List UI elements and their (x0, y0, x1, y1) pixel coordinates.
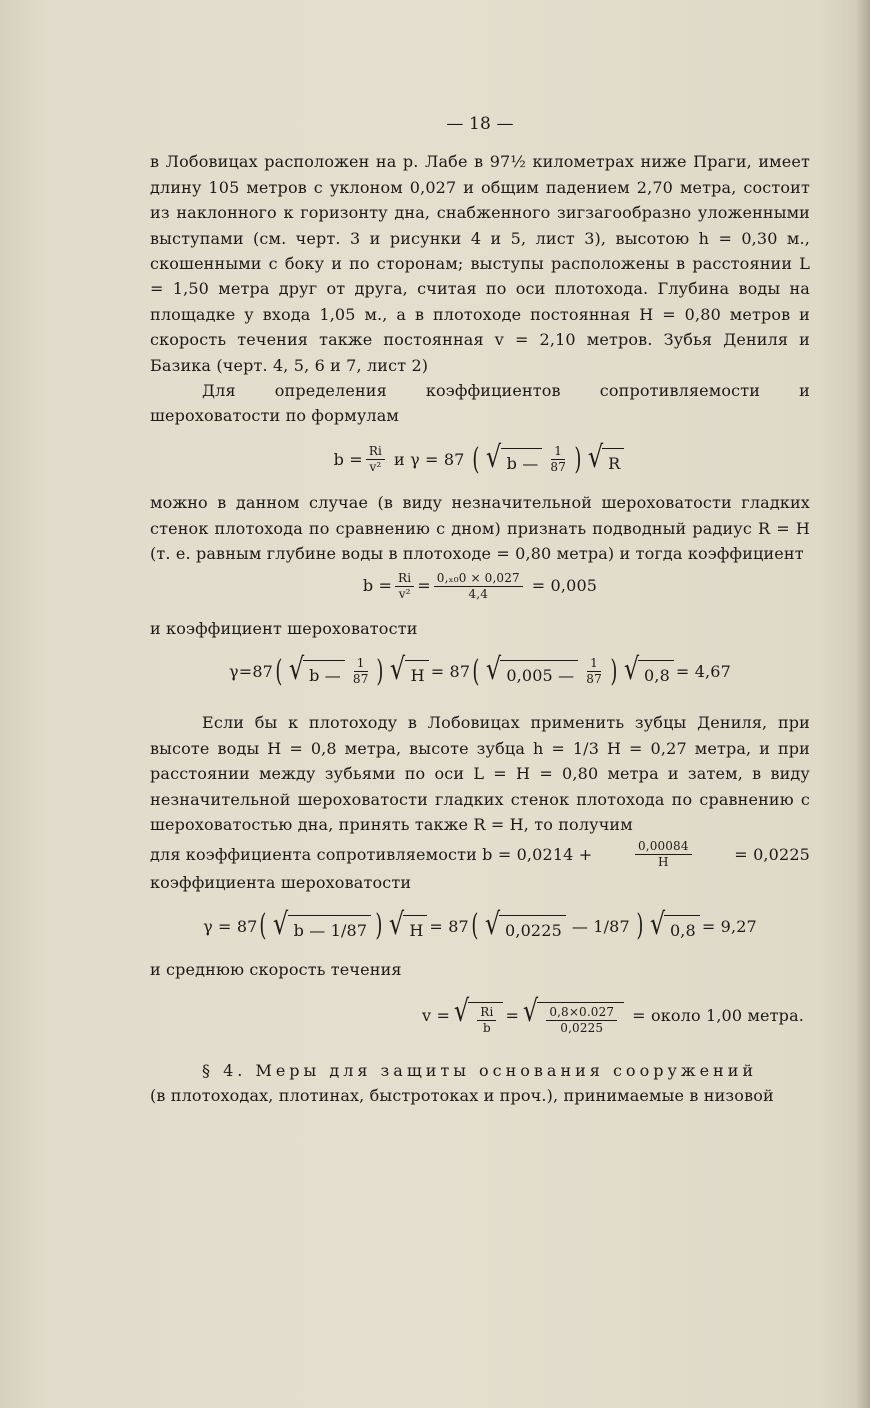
formula-gamma-value: γ=87 ( √ b — $\frac{1}{87}$ ) √ H = 87 ( √ 0,005 — $\frac{1}{87}$ ) √ 0,8 = 4,67 (229, 651, 731, 689)
paragraph-2: Для определения коэффициентов сопротивляемости и шероховатости по формулам (150, 381, 810, 426)
f4-result: = 0,0225 (734, 845, 810, 865)
f1-frac-ri-v2 (366, 444, 385, 475)
radical-icon: √ (273, 906, 289, 942)
radical-icon: √ (453, 993, 470, 1029)
section-4-title-continued: (в плотоходах, плотинах, быстротоках и проч.), принимаемые в низовой (150, 1085, 774, 1105)
f1-den: v² (369, 460, 382, 475)
page-content (150, 112, 810, 1108)
f1-sqrt-r: √ R (586, 443, 624, 476)
paragraph-7: и среднюю скорость течения (150, 960, 402, 980)
formula-velocity: v = √ $\frac{Ri}{b}$ = √ $\frac{0,8\times 0.027}{0,0225}$ = около 1,00 метра. (422, 993, 804, 1035)
radical-icon: √ (587, 439, 604, 475)
radical-icon: √ (388, 906, 405, 942)
f1-paren-close: ) (574, 441, 582, 477)
f3-result: = 4,67 (675, 661, 731, 681)
f2-result: = 0,005 (531, 576, 598, 596)
radical-icon: √ (390, 651, 406, 687)
f6-result: = около 1,00 метра. (632, 1006, 804, 1026)
radical-icon: √ (485, 651, 502, 687)
f5-result: = 9,27 (701, 916, 757, 936)
f3-eq87: = 87 (430, 661, 471, 681)
radical-icon: √ (288, 651, 305, 687)
f1-num: Ri (366, 444, 385, 460)
formula-b-gamma (150, 439, 810, 477)
f1-sqrt-b: √ b — (484, 443, 542, 476)
formula-gamma-denil: γ = 87 ( √ b — 1/87 ) √ H = 87 ( √ 0,0225 — 1/87 ) √ 0,8 = 9,27 (203, 906, 757, 944)
f1-and-gamma: и γ = 87 (394, 449, 465, 469)
radical-icon: √ (649, 906, 666, 942)
f4-frac: $\frac{0,00084}{H}$ (635, 839, 692, 870)
paragraph-4: и коэффициент шероховатости (150, 618, 418, 638)
page-number: — 18 — (446, 114, 514, 134)
f2-frac-numeric: $\frac{\text{0,ₓ₀0 × 0,027}}{4,4}$ (434, 571, 523, 602)
f3-gamma: γ=87 (229, 661, 273, 681)
formula-b-value (150, 571, 810, 602)
f2-b-eq: b = (362, 576, 393, 596)
formula-b-denil (150, 839, 810, 870)
f5-eq87: = 87 (429, 916, 469, 936)
radical-icon: √ (623, 651, 640, 687)
f2-frac-ri-v2: $\frac{Ri}{\text{v²}}$ (395, 571, 414, 602)
f4-lead: для коэффициента сопротивляемости b = 0,0214 + (150, 845, 593, 865)
f1-b-eq: b = (333, 449, 363, 469)
f5-gamma: γ = 87 (203, 916, 258, 936)
f6-v-eq: v = (422, 1006, 450, 1026)
paragraph-6: коэффициента шероховатости (150, 873, 412, 893)
paragraph-3: можно в данном случае (в виду незначительной шероховатости гладких стенок плотохода по сравнению с дном) признать подводный радиус R = H (т. е. равным глубине воды в плотоходе = 0,80 метра) и тогда коэффициент (150, 493, 810, 564)
page-edge-shadow (856, 0, 870, 1408)
radical-icon: √ (486, 439, 502, 475)
f1-frac-1-87: $\frac{1}{87}$ (550, 444, 566, 475)
radical-icon: √ (484, 906, 501, 942)
f1-paren-open: ( (472, 441, 480, 477)
section-4-title: § 4. Меры для защиты основания сооружений (202, 1060, 758, 1080)
f2-eq: = (417, 576, 431, 596)
paragraph-5: Если бы к плотоходу в Лобовицах применить зубцы Дениля, при высоте воды H = 0,8 метра, высоте зубца h = 1/3 H = 0,27 метра, и при расстоянии между зубьями по оси L = H = 0,80 метра и затем, в виду незначительной шероховатости гладких стенок плотохода по сравнению с шероховатостью дна, принять также R = H, то получим (150, 713, 810, 834)
paragraph-1: в Лобовицах расположен на р. Лабе в 97½ километрах ниже Праги, имеет длину 105 метров с уклоном 0,027 и общим падением 2,70 метра, состоит из наклонного к горизонту дна, снабженного зигзагообразно уложенными выступами (см. черт. 3 и рисунки 4 и 5, лист 3), высотою h = 0,30 м., скошенными с боку и по сторонам; выступы расположены в расстоянии L = 1,50 метра друг от друга, считая по оси плотохода. Глубина воды на площадке у входа 1,05 м., а в плотоходе постоянная H = 0,80 метров и скорость течения также постоянная v = 2,10 метров. Зубья Дениля и Базика (черт. 4, 5, 6 и 7, лист 2) (150, 152, 810, 375)
radical-icon: √ (522, 993, 539, 1029)
